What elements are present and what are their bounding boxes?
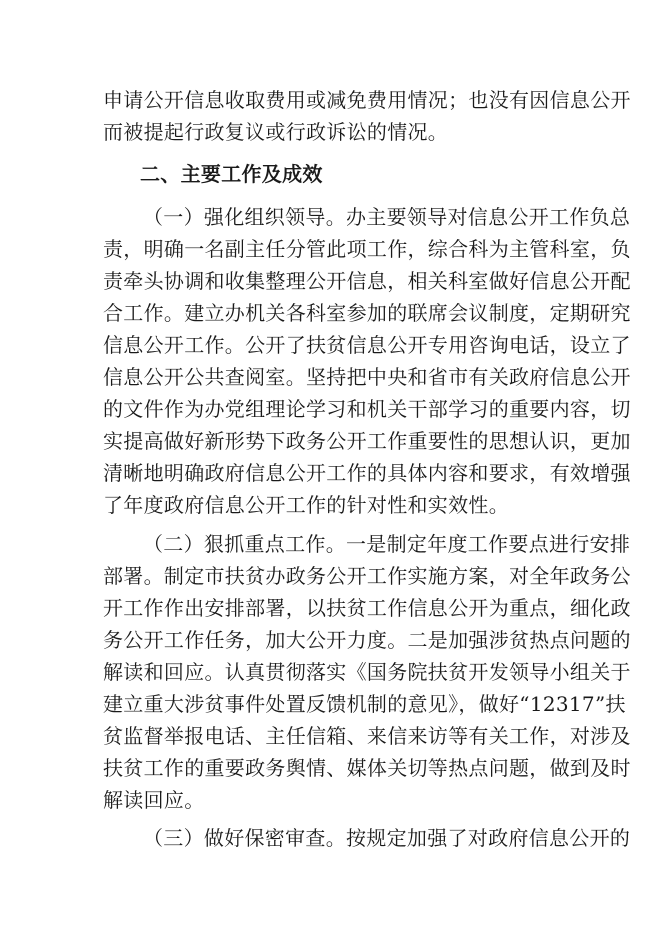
- paragraph-lead: （二）狠抓重点工作。: [143, 532, 346, 556]
- paragraph-line: 了年度政府信息公开工作的针对性和实效性。: [103, 493, 509, 517]
- paragraph-lead: （三）做好保密审查。: [143, 826, 346, 850]
- paragraph-line: 责，明确一名副主任分管此项工作，综合科为主管科室，负: [103, 237, 631, 261]
- paragraph-line: 务公开工作任务，加大公开力度。二是加强涉贫热点问题的: [103, 628, 631, 652]
- paragraph-line: 信息公开工作。公开了扶贫信息公开专用咨询电话，设立了: [103, 333, 631, 357]
- paragraph-line: 扶贫工作的重要政务舆情、媒体关切等热点问题，做到及时: [103, 756, 631, 780]
- paragraph-line: 实提高做好新形势下政务公开工作重要性的思想认识，更加: [103, 429, 631, 453]
- paragraph-line: 解读回应。: [103, 788, 205, 812]
- paragraph-line: 合工作。建立办机关各科室参加的联席会议制度，定期研究: [103, 301, 631, 325]
- paragraph-line: 建立重大涉贫事件处置反馈机制的意见》，做好“12317”扶: [103, 692, 626, 716]
- paragraph-line: 责牵头协调和收集整理公开信息，相关科室做好信息公开配: [103, 269, 631, 293]
- paragraph-line: 部署。制定市扶贫办政务公开工作实施方案，对全年政务公: [103, 564, 631, 588]
- paragraph-first-line: [143, 532, 631, 556]
- section-heading: 二、主要工作及成效: [140, 162, 323, 186]
- paragraph-first-line: [143, 826, 631, 850]
- paragraph-line: 开工作作出安排部署，以扶贫工作信息公开为重点，细化政: [103, 596, 631, 620]
- paragraph-first-line: [143, 205, 631, 229]
- paragraph-text: 按规定加强了对政府信息公开的: [346, 826, 631, 850]
- paragraph-line: 解读和回应。认真贯彻落实《国务院扶贫开发领导小组关于: [103, 660, 631, 684]
- paragraph-line: 的文件作为办党组理论学习和机关干部学习的重要内容，切: [103, 397, 631, 421]
- paragraph-text: 一是制定年度工作要点进行安排: [346, 532, 631, 556]
- paragraph-line: 申请公开信息收取费用或减免费用情况；也没有因信息公开: [103, 88, 631, 112]
- paragraph-line: 清晰地明确政府信息公开工作的具体内容和要求，有效增强: [103, 461, 631, 485]
- paragraph-line: 信息公开公共查阅室。坚持把中央和省市有关政府信息公开: [103, 365, 631, 389]
- paragraph-line: 而被提起行政复议或行政诉讼的情况。: [103, 120, 449, 144]
- paragraph-text: 办主要领导对信息公开工作负总: [346, 205, 631, 229]
- paragraph-line: 贫监督举报电话、主任信箱、来信来访等有关工作，对涉及: [103, 724, 631, 748]
- paragraph-lead: （一）强化组织领导。: [143, 205, 346, 229]
